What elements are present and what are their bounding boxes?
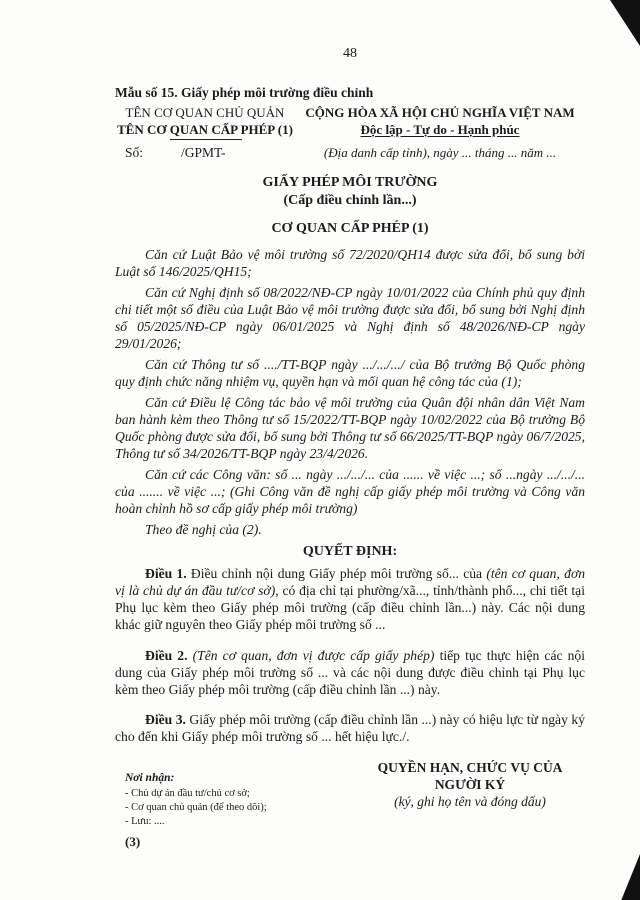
issuing-authority: CƠ QUAN CẤP PHÉP (1)	[271, 221, 429, 236]
article-text: , có địa chỉ tại phường/xã..., tỉnh/thành phố..., chi tiết tại Phụ lục kèm theo Giấy phép môi trường (cấp điều chỉnh lần...) này. Các nội dung khác giữ nguyên theo Giấy phép môi trường số ...	[115, 583, 585, 632]
agency-parent: TÊN CƠ QUAN CHỦ QUẢN	[125, 105, 285, 120]
signer-title: QUYỀN HẠN, CHỨC VỤ CỦA	[377, 759, 563, 775]
recipients-block	[115, 759, 335, 829]
scan-corner-bottom-right	[618, 854, 640, 900]
motto-cell	[295, 121, 585, 138]
document-title: GIẤY PHÉP MÔI TRƯỜNG	[262, 175, 438, 190]
recipient-item: - Cơ quan chủ quản (để theo dõi);	[125, 801, 267, 813]
article-3	[115, 711, 585, 745]
signature-note: (ký, ghi họ tên và đóng dấu)	[394, 793, 546, 809]
recipient-item: - Chủ dự án đầu tư/chủ cơ sở;	[125, 787, 250, 799]
signer-title: NGƯỜI KÝ	[434, 776, 506, 792]
legal-basis: Căn cứ Điều lệ Công tác bảo vệ môi trường của Quân đội nhân dân Việt Nam ban hành kèm theo Thông tư số 15/2022/TT-BQP ngày 10/02/2022 của Bộ trưởng Bộ Quốc phòng được sửa đổi, bổ sung bởi Thông tư số 66/2025/TT-BQP ngày 06/7/2025, Thông tư số 34/2026/TT-BQP ngày 23/4/2026.	[115, 395, 585, 461]
closing-section	[115, 759, 585, 829]
document-subtitle: (Cấp điều chỉnh lần...)	[283, 193, 417, 208]
document-number	[115, 144, 295, 162]
header-divider-row	[115, 138, 585, 144]
article-label: Điều 1.	[145, 566, 187, 581]
article-text: Giấy phép môi trường (cấp điều chỉnh lần ...) này có hiệu lực từ ngày ký cho đến khi Giấy phép môi trường số ... hết hiệu lực./.	[115, 712, 585, 745]
place-date: (Địa danh cấp tỉnh), ngày ... tháng ... năm ...	[323, 145, 557, 160]
agency-issuing: TÊN CƠ QUAN CẤP PHÉP (1)	[117, 122, 293, 137]
legal-basis: Căn cứ Thông tư số ..../TT-BQP ngày .../.../.../ của Bộ trưởng Bộ Quốc phòng quy định chức năng nhiệm vụ, quyền hạn và mối quan hệ công tác của (1);	[115, 357, 585, 389]
article-text: tiếp tục thực hiện các nội dung của Giấy phép môi trường số ... và các nội dung được điều chỉnh tại Phụ lục kèm theo Giấy phép môi trường (cấp điều chỉnh lần ...) này.	[115, 647, 586, 697]
number-date-row	[115, 144, 585, 162]
form-title: Mẫu số 15. Giấy phép môi trường điều chỉnh	[115, 85, 374, 100]
article-2	[115, 647, 585, 698]
legal-basis: Căn cứ các Công văn: số ... ngày .../.../... của ...... về việc ...; số ...ngày .../.../... của ....... về việc ...; (Ghi Công văn đề nghị cấp giấy phép môi trường và Công văn hoàn chỉnh hồ sơ cấp giấy phép môi trường)	[115, 467, 585, 516]
number-suffix: /GPMT-	[181, 145, 226, 160]
article-label: Điều 3.	[145, 712, 186, 728]
recipients-heading: Nơi nhận:	[125, 771, 175, 784]
article-italic-text: (Tên cơ quan, đơn vị được cấp giấy phép)	[192, 647, 435, 663]
scan-corner-top-right	[610, 0, 640, 46]
article-1	[115, 565, 585, 633]
document-page	[115, 44, 585, 851]
header-row-1	[115, 104, 585, 121]
header-row-2	[115, 121, 585, 138]
decision-heading: QUYẾT ĐỊNH:	[302, 544, 398, 559]
footnote-marker: (3)	[125, 833, 141, 849]
legal-basis: Căn cứ Luật Bảo vệ môi trường số 72/2020/QH14 được sửa đổi, bổ sung bởi Luật số 146/2025/QH15;	[115, 247, 585, 279]
article-italic-text: (tên cơ quan, đơn vị là chủ dự án đầu tư/cơ sở)	[115, 566, 585, 598]
page-number: 48	[343, 46, 357, 61]
national-motto: Độc lập - Tự do - Hạnh phúc	[360, 122, 520, 137]
number-label: Số:	[125, 145, 144, 160]
nation-name: CỘNG HÒA XÃ HỘI CHỦ NGHĨA VIỆT NAM	[305, 105, 575, 120]
proposal-line: Theo đề nghị của (2).	[145, 522, 262, 537]
recipient-item: - Lưu: ....	[125, 815, 165, 827]
article-text: Điều chỉnh nội dung Giấy phép môi trường số... của	[190, 566, 483, 581]
agency-divider-line	[170, 139, 242, 140]
article-label: Điều 2.	[145, 647, 188, 663]
legal-basis: Căn cứ Nghị định số 08/2022/NĐ-CP ngày 10/01/2022 của Chính phủ quy định chi tiết một số điều của Luật Bảo vệ môi trường được sửa đổi, bổ sung bởi Nghị định số 05/2025/NĐ-CP ngày 06/01/2025 và Nghị định số 48/2026/NĐ-CP ngày 29/01/2026;	[115, 285, 585, 351]
signature-block	[355, 759, 585, 829]
